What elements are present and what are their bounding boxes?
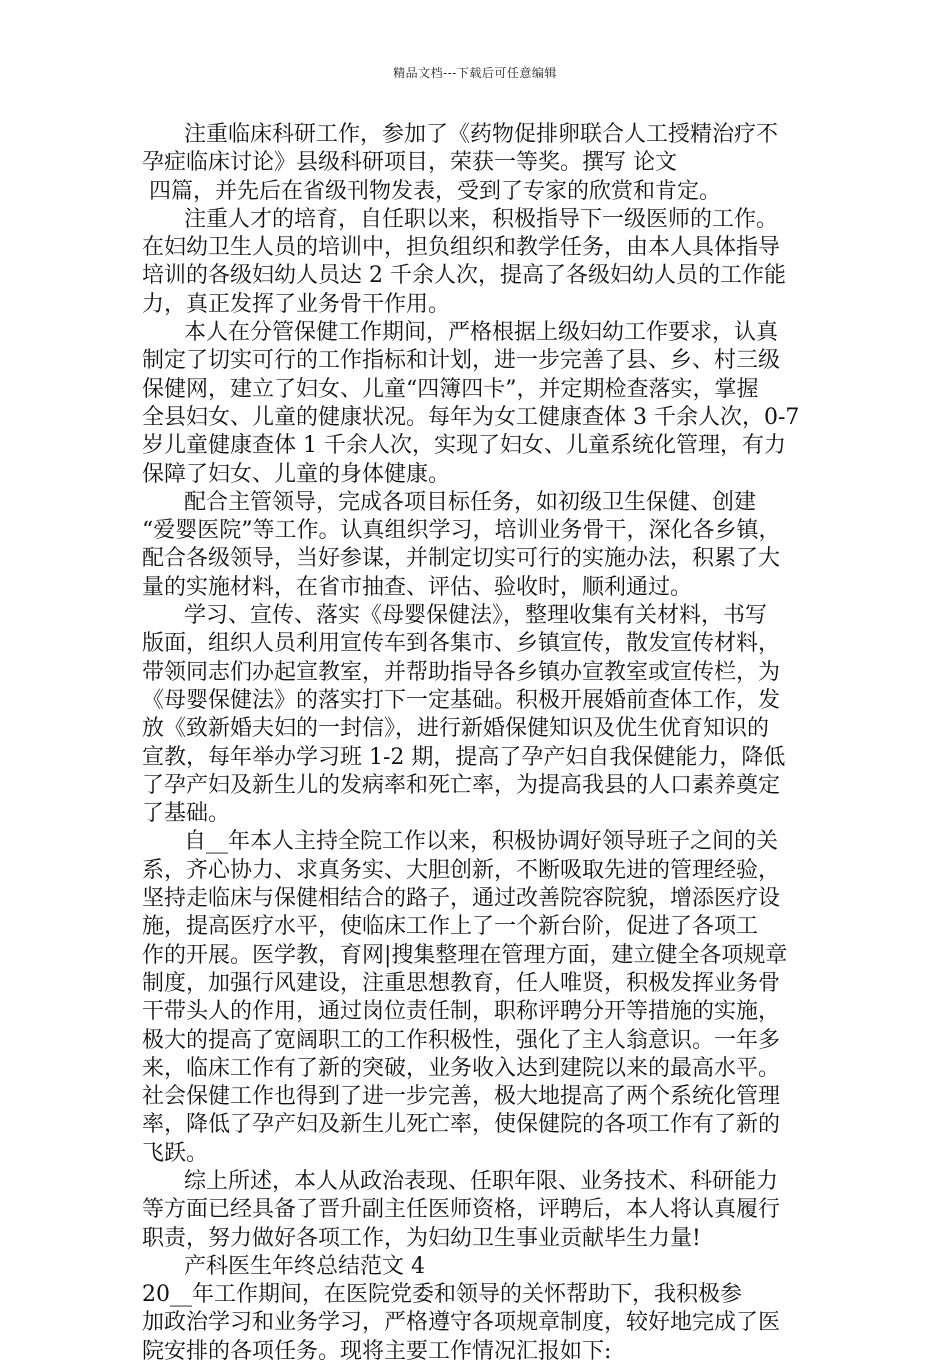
- text-line: 保健网，建立了妇女、儿童“四簿四卡”，并定期检查落实，掌握: [142, 376, 759, 402]
- text-line: 力，真正发挥了业务骨干作用。: [142, 291, 451, 317]
- text-line: 孕症临床讨论》县级科研项目，荣获一等奖。撰写 论文: [142, 150, 677, 176]
- text-line: 配合主管领导，完成各项目标任务，如初级卫生保健、创建: [142, 489, 756, 515]
- text-line: 等方面已经具备了晋升副主任医师资格，评聘后，本人将认真履行: [142, 1197, 781, 1223]
- text-line: 四篇，并先后在省级刊物发表，受到了专家的欣赏和肯定。: [142, 178, 721, 204]
- section-heading: 产科医生年终总结范文 4: [142, 1253, 425, 1279]
- text-line: 自__年本人主持全院工作以来，积极协调好领导班子之间的关: [142, 829, 778, 855]
- text-line: 全县妇女、儿童的健康状况。每年为女工健康查体 3 千余人次，0-7: [142, 404, 800, 430]
- text-line: 作的开展。医学教，育网|搜集整理在管理方面，建立健全各项规章: [142, 942, 788, 968]
- text-line: 施，提高医疗水平，使临床工作上了一个新台阶，促进了各项工: [142, 914, 759, 940]
- text-line: 制定了切实可行的工作指标和计划，进一步完善了县、乡、村三级: [142, 348, 781, 374]
- text-line: 极大的提高了宽阔职工的工作积极性，强化了主人翁意识。一年多: [142, 1027, 781, 1053]
- text-line: 注重临床科研工作，参加了《药物促排卵联合人工授精治疗不: [142, 122, 778, 147]
- text-line: 了孕产妇及新生儿的发病率和死亡率，为提高我县的人口素养奠定: [142, 772, 781, 798]
- text-line: 干带头人的作用，通过岗位责任制，职称评聘分开等措施的实施，: [142, 999, 781, 1025]
- text-line: 20__年工作期间，在医院党委和领导的关怀帮助下，我积极参: [142, 1282, 742, 1308]
- text-line: 制度，加强行风建设，注重思想教育，任人唯贤，积极发挥业务骨: [142, 970, 781, 996]
- text-line: 院安排的各项任务。现将主要工作情况汇报如下:: [142, 1338, 612, 1364]
- text-line: 了基础。: [142, 801, 231, 827]
- text-line: 带领同志们办起宣教室，并帮助指导各乡镇办宣教室或宣传栏，为: [142, 659, 781, 685]
- text-line: 培训的各级妇幼人员达 2 千余人次，提高了各级妇幼人员的工作能: [142, 263, 786, 289]
- text-line: “爱婴医院”等工作。认真组织学习，培训业务骨干，深化各乡镇，: [142, 518, 781, 544]
- page-header: 精品文档---下载后可任意编辑: [393, 66, 557, 80]
- text-line: 系，齐心协力、求真务实、大胆创新，不断吸取先进的管理经验，: [142, 857, 781, 883]
- text-line: 配合各级领导，当好参谋，并制定切实可行的实施办法，积累了大: [142, 546, 781, 572]
- text-line: 社会保健工作也得到了进一步完善，极大地提高了两个系统化管理: [142, 1084, 781, 1110]
- text-line: 《母婴保健法》的落实打下一定基础。积极开展婚前查体工作，发: [142, 687, 781, 713]
- text-line: 岁儿童健康查体 1 千余人次，实现了妇女、儿童系统化管理，有力: [142, 433, 786, 459]
- text-line: 量的实施材料，在省市抽查、评估、验收时，顺利通过。: [142, 574, 693, 600]
- text-line: 加政治学习和业务学习，严格遵守各项规章制度，较好地完成了医: [142, 1310, 781, 1336]
- text-line: 注重人才的培育，自任职以来，积极指导下一级医师的工作。: [142, 206, 778, 232]
- text-line: 保障了妇女、儿童的身体健康。: [142, 461, 451, 487]
- text-line: 本人在分管保健工作期间，严格根据上级妇幼工作要求，认真: [142, 320, 778, 346]
- document-body: [142, 121, 812, 1366]
- text-line: 版面，组织人员利用宣传车到各集市、乡镇宣传，散发宣传材料，: [142, 631, 781, 657]
- text-line: 学习、宣传、落实《母婴保健法》，整理收集有关材料，书写: [142, 603, 767, 629]
- text-line: 坚持走临床与保健相结合的路子，通过改善院容院貌，增添医疗设: [142, 886, 781, 912]
- text-line: 来，临床工作有了新的突破，业务收入达到建院以来的最高水平。: [142, 1055, 781, 1081]
- text-line: 飞跃。: [142, 1140, 209, 1166]
- text-line: 综上所述，本人从政治表现、任职年限、业务技术、科研能力: [142, 1168, 778, 1194]
- text-line: 宣教，每年举办学习班 1-2 期，提高了孕产妇自我保健能力，降低: [142, 744, 786, 770]
- text-line: 职责，努力做好各项工作，为妇幼卫生事业贡献毕生力量!: [142, 1225, 701, 1251]
- text-line: 率，降低了孕产妇及新生儿死亡率，使保健院的各项工作有了新的: [142, 1112, 781, 1138]
- text-line: 在妇幼卫生人员的培训中，担负组织和教学任务，由本人具体指导: [142, 235, 781, 261]
- text-line: 放《致新婚夫妇的一封信》，进行新婚保健知识及优生优育知识的: [142, 716, 770, 742]
